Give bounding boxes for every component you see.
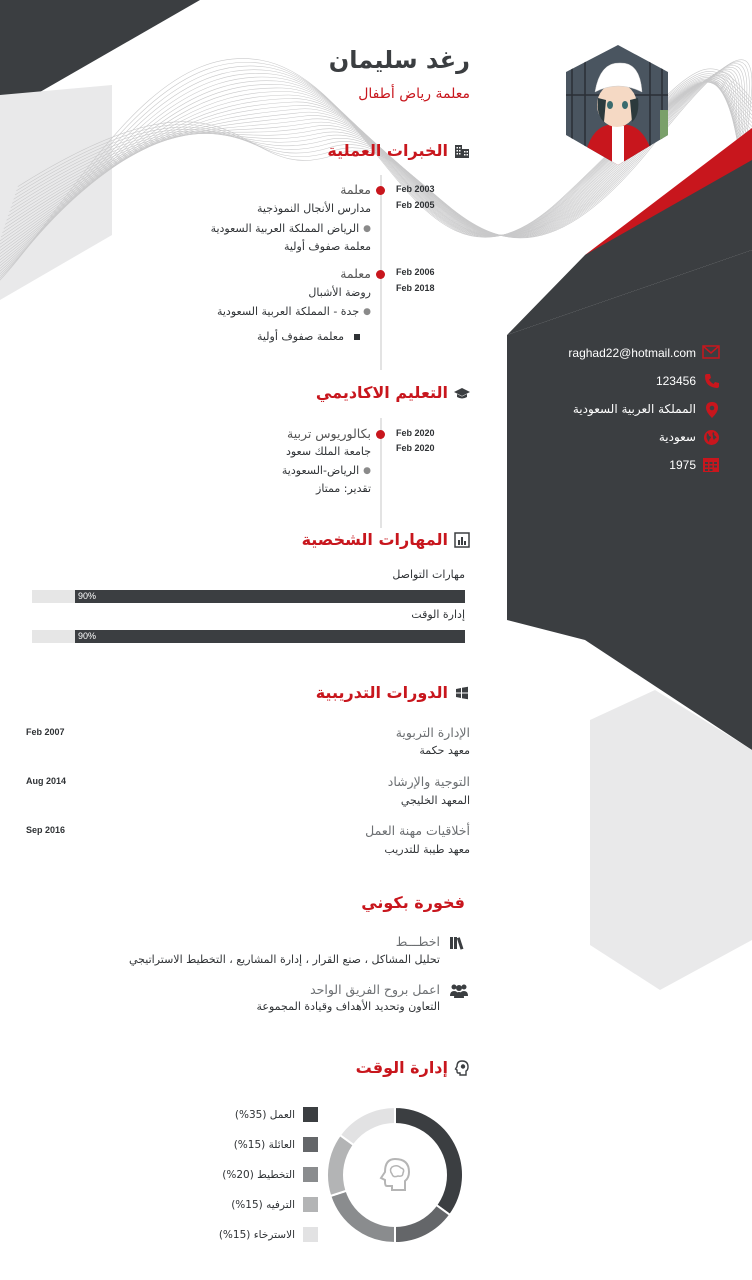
job-role: معلمة (340, 182, 371, 197)
proud-title-text: فخورة بكوني (361, 893, 465, 912)
job-location: ● الرياض المملكة العربية السعودية (210, 222, 371, 235)
proud-item-desc: تحليل المشاكل ، صنع القرار ، إدارة المشاريع ، التخطيط الاستراتيجي (129, 953, 440, 966)
legend-label: الترفيه (15%) (231, 1198, 295, 1211)
nationality-text: سعودية (658, 430, 696, 444)
courses-section-title (316, 683, 470, 702)
calendar-icon (704, 457, 720, 473)
legend-label: التخطيط (20%) (222, 1168, 295, 1181)
education-degree: بكالوريوس تربية (287, 426, 371, 441)
building-icon (454, 143, 470, 159)
legend-swatch (303, 1197, 318, 1212)
map-pin-icon: ● (363, 465, 371, 476)
map-pin-icon (704, 401, 720, 417)
education-school: جامعة الملك سعود (285, 445, 371, 458)
legend-item (222, 1167, 318, 1182)
job-end-date: Feb 2018 (396, 283, 435, 293)
chart-icon (454, 532, 470, 548)
skill-bar-fill: 90% (75, 590, 465, 603)
job-end-date: Feb 2005 (396, 200, 435, 210)
course-date: Sep 2016 (26, 825, 66, 835)
person-name: رغد سليمان (328, 46, 470, 74)
legend-label: الاسترخاء (15%) (218, 1228, 295, 1241)
time-section-title (356, 1058, 470, 1077)
map-pin-icon: ● (363, 306, 371, 317)
job-title: معلمة رياض أطفال (358, 86, 470, 102)
contact-nationality (659, 429, 720, 445)
legend-swatch (303, 1137, 318, 1152)
graduation-cap-icon (454, 385, 470, 401)
legend-item (235, 1107, 318, 1122)
map-pin-icon: ● (363, 223, 371, 234)
job-org: روضة الأشبال (308, 286, 371, 299)
proud-item-icon (449, 983, 469, 1001)
education-grade: تقدير: ممتاز (316, 482, 371, 495)
legend-swatch (303, 1167, 318, 1182)
team-icon (449, 988, 469, 1001)
job-start-date: Feb 2003 (396, 184, 435, 194)
legend-item (234, 1137, 318, 1152)
education-title-text: التعليم الاكاديمي (315, 383, 448, 402)
timeline-dot (376, 430, 385, 439)
timeline-dot (376, 270, 385, 279)
timeline-dot (376, 186, 385, 195)
legend-label: العمل (35%) (234, 1108, 295, 1121)
legend-item (219, 1227, 318, 1242)
windows-icon (454, 685, 470, 701)
phone-icon (704, 373, 720, 389)
email-text: raghad22@hotmail.com (568, 346, 696, 360)
legend-swatch (303, 1227, 318, 1242)
course-name: التوجية والإرشاد (387, 774, 470, 789)
proud-section-title (361, 893, 465, 912)
skill-label: إدارة الوقت (411, 608, 465, 621)
job-desc: معلمة صفوف أولية (283, 240, 371, 253)
proud-item-icon (449, 936, 466, 953)
job-role: معلمة (340, 266, 371, 281)
proud-item-title: اخطـــط (395, 934, 440, 949)
course-name: الإدارة التربوية (395, 725, 470, 740)
globe-icon (704, 429, 720, 445)
legend-label: العائلة (15%) (233, 1138, 295, 1151)
profile-photo (560, 40, 680, 170)
time-donut-chart (325, 1105, 465, 1245)
contact-phone[interactable] (656, 373, 720, 389)
right-gray-hexagon (590, 690, 752, 990)
education-location: ● الرياض-السعودية (281, 464, 371, 477)
legend-swatch (303, 1107, 318, 1122)
country-text: المملكة العربية السعودية (572, 402, 696, 416)
experience-title-text: الخبرات العملية (327, 141, 448, 160)
books-icon (449, 940, 466, 953)
proud-item-title: اعمل بروح الفريق الواحد (310, 982, 440, 997)
contact-birth-year (669, 457, 720, 473)
contact-email[interactable] (568, 345, 720, 361)
skills-section-title (302, 530, 470, 549)
envelope-icon (704, 345, 720, 361)
course-name: أخلاقيات مهنة العمل (365, 823, 470, 838)
bullet-icon (354, 334, 360, 340)
skill-label: مهارات التواصل (392, 568, 465, 581)
birth-year-text: 1975 (669, 458, 696, 472)
skills-title-text: المهارات الشخصية (301, 530, 448, 549)
course-institute: معهد حكمة (419, 744, 470, 757)
courses-title-text: الدورات التدريبية (315, 683, 448, 702)
job-desc: معلمة صفوف أولية (257, 330, 360, 343)
time-title-text: إدارة الوقت (355, 1058, 448, 1077)
job-org: مدارس الأنجال النموذجية (257, 202, 371, 215)
proud-item-desc: التعاون وتحديد الأهداف وقيادة المجموعة (256, 1000, 440, 1013)
contact-country (573, 401, 720, 417)
education-end-date: Feb 2020 (396, 443, 435, 453)
course-date: Feb 2007 (26, 727, 65, 737)
experience-section-title (327, 141, 470, 160)
left-gray-hexagon (0, 85, 112, 300)
course-date: Aug 2014 (26, 776, 67, 786)
brain-head-icon (454, 1060, 470, 1076)
job-start-date: Feb 2006 (396, 267, 435, 277)
phone-text: 123456 (655, 374, 696, 388)
job-location: ● جدة - المملكة العربية السعودية (216, 305, 371, 318)
skill-bar-fill: 90% (75, 630, 465, 643)
legend-item (231, 1197, 318, 1212)
course-institute: معهد طيبة للتدريب (384, 843, 470, 856)
course-institute: المعهد الخليجي (400, 794, 470, 807)
education-section-title (316, 383, 470, 402)
education-start-date: Feb 2020 (396, 428, 435, 438)
